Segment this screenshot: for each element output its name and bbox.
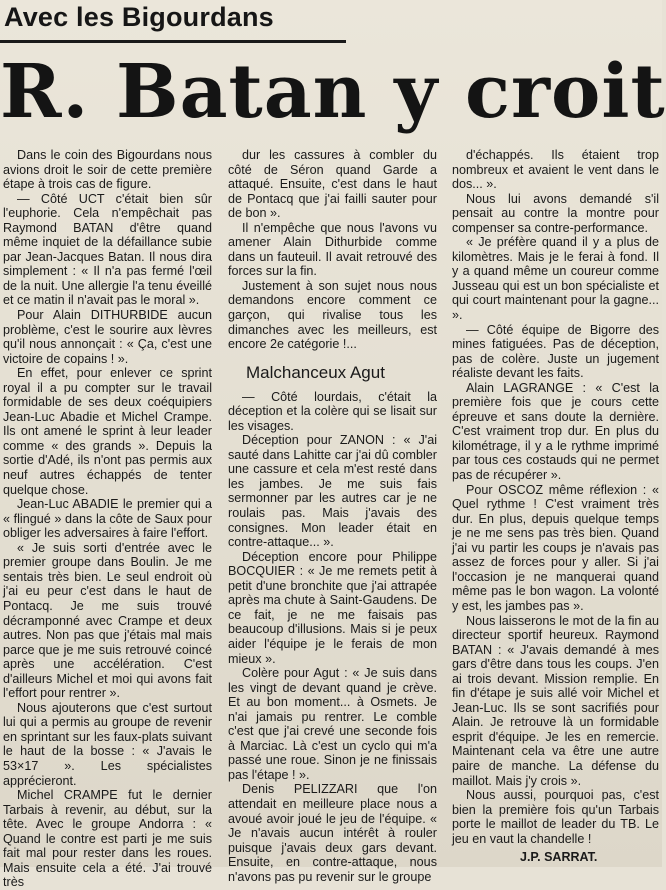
paragraph: Nous ajouterons que c'est surtout lui qui a permis au groupe de revenir en sprintant sur les faux-plats suivant le haut de la bosse : « J'avais le 53×17 ». Les spécialistes apprécieront. bbox=[3, 700, 212, 788]
author-signature: J.P. SARRAT. bbox=[520, 850, 598, 864]
paragraph: dur les cassures à combler du côté de Séron quand Garde a attaqué. Ensuite, c'est dans le haut de Pontacq que j'ai failli sauter pour de bon ». bbox=[228, 148, 437, 221]
article-column-3 bbox=[452, 148, 659, 846]
subheading: Malchanceux Agut bbox=[246, 362, 385, 382]
paragraph: Nous lui avons demandé s'il pensait au contre la montre pour compenser sa contre-performance. bbox=[452, 191, 659, 235]
paragraph: d'échappés. Ils étaient trop nombreux et avaient le vent dans le dos... ». bbox=[452, 148, 659, 192]
paragraph: « Je suis sorti d'entrée avec le premier groupe dans Boulin. Je me sentais très bien. Le seul endroit où j'ai eu peur c'est dans le haut de Pontacq. Je me suis trouvé décramponné avec Crampe et deux autres. Non pas que j'étais mal mais parce que je me suis retrouvé coincé après une accélération. C'est d'ailleurs Michel et moi qui avons fait l'effort pour rentrer ». bbox=[3, 540, 212, 701]
paragraph: « Je préfère quand il y a plus de kilomètres. Mais je le ferai à fond. Il y a quand même un coureur comme Jusseau qui est un bon spécialiste et qui court maintenant pour la gagne... ». bbox=[452, 235, 659, 323]
paragraph: Jean-Luc ABADIE le premier qui a « flingué » dans la côte de Saux pour obliger les adversaires à faire l'effort. bbox=[3, 497, 212, 541]
paragraph: Dans le coin des Bigourdans nous avions droit le soir de cette première étape à trois cas de figure. bbox=[3, 148, 212, 192]
paragraph: Il n'empêche que nous l'avons vu amener Alain Dithurbide comme dans un fauteuil. Il avait retrouvé des forces sur la fin. bbox=[228, 220, 437, 279]
paragraph: Pour OSCOZ même réflexion : « Quel rythme ! C'est vraiment très dur. En plus, depuis quelque temps je ne me sens pas très bien. Quand j'ai vu partir les coups je n'avais pas assez de forces pour y aller. Si j'ai l'occasion je ne manquerai quand même pas le bon wagon. La volonté y est, les jambes pas ». bbox=[452, 482, 659, 613]
paragraph: Déception pour ZANON : « J'ai sauté dans Lahitte car j'ai dû combler une cassure et cela m'est resté dans les jambes. Je me suis fais sermonner par les autres car je ne roulais pas. Mais j'avais des consignes. Mon leader était en contre-attaque... ». bbox=[228, 433, 437, 550]
paragraph: Déception encore pour Philippe BOCQUIER : « Je me remets petit à petit d'une bronchite que j'ai attrapée après ma chute à Saint-Gaudens. De ce fait, je ne me faisais pas beaucoup d'illusions. Mais si je peux aider l'équipe je le ferais de mon mieux ». bbox=[228, 549, 437, 666]
paragraph: En effet, pour enlever ce sprint royal il a pu compter sur le travail formidable de ses deux coéquipiers Jean-Luc Abadie et Michel Crampe. Ils ont amené le sprint à leur leader comme « des grands ». Depuis la sortie d'Adé, ils n'ont pas permis aux neuf autres échappés de tenter quelque chose. bbox=[3, 366, 212, 497]
article-column-2 bbox=[228, 148, 437, 884]
paragraph: Nous aussi, pourquoi pas, c'est bien la première fois qu'un Tarbais porte le maillot de leader du TB. Le jeu en vaut la chandelle ! bbox=[452, 788, 659, 846]
paragraph: — Côté équipe de Bigorre des mines fatiguées. Pas de déception, pas de colère. Juste un jugement réaliste devant les faits. bbox=[452, 322, 659, 381]
paragraph: Nous laisserons le mot de la fin au directeur sportif heureux. Raymond BATAN : « J'avais demandé à mes gars d'être dans tous les coups. J'en ai trois devant. Mission remplie. En fin d'étape je suis allé voir Michel et Jean-Luc. Ils se sont sacrifiés pour Alain. Je retrouve là un formidable esprit d'équipe. Je les en remercie. Maintenant cela va être une autre paire de manche. La défense du maillot. Mais j'y crois ». bbox=[452, 613, 659, 788]
paragraph: Justement à son sujet nous nous demandons encore comment ce garçon, qui rivalise tous les dimanches avec les meilleurs, est encore 2e catégorie !... bbox=[228, 278, 437, 352]
paragraph: Alain LAGRANGE : « C'est la première fois que je cours cette épreuve et sans doute la dernière. C'est vraiment trop dur. En plus du kilométrage, il y a le rythme imprimé par tous ces costauds qui ne permet pas de récupérer ». bbox=[452, 380, 659, 483]
article-headline: R. Batan y croit bbox=[0, 49, 666, 135]
article-column-1 bbox=[3, 148, 212, 890]
paragraph: — Côté lourdais, c'était la déception et la colère qui se lisait sur les visages. bbox=[228, 389, 437, 433]
paragraph: Denis PELIZZARI que l'on attendait en meilleure place nous a avoué avoir joué le jeu de l'équipe. « Je n'avais aucun intérêt à rouler puisque j'avais deux gars devant. Ensuite, en contre-attaque, nous n'avons pas pu revenir sur le groupe bbox=[228, 782, 437, 884]
section-kicker: Avec les Bigourdans bbox=[4, 2, 274, 32]
paragraph: — Côté UCT c'était bien sûr l'euphorie. Cela n'empêchait pas Raymond BATAN d'être quand même inquiet de la défaillance subie par Jean-Jacques Batan. Il nous dira simplement : « Il n'a pas fermé l'œil de la nuit. Une allergie l'a tenu éveillé et ce matin il n'avait pas le moral ». bbox=[3, 191, 212, 308]
paragraph: Pour Alain DITHURBIDE aucun problème, c'est le sourire aux lèvres qu'il nous annonçait : « Ça, c'est une victoire de copains ! ». bbox=[3, 308, 212, 366]
paragraph: Colère pour Agut : « Je suis dans les vingt de devant quand je crève. Et au bon moment... à Osmets. Je n'ai jamais pu rentrer. Le comble c'est que j'ai crevé une seconde fois à Marciac. Là c'est un cyclo qui m'a passé une roue. Sinon je ne finissais pas l'étape ! ». bbox=[228, 666, 437, 782]
paragraph: Michel CRAMPE fut le dernier Tarbais à revenir, au début, sur la tête. Avec le groupe Andorra : « Quand le contre est parti je me suis fait mal pour rester dans les roues. Mais ensuite cela a été. J'ai trouvé très bbox=[3, 788, 212, 890]
